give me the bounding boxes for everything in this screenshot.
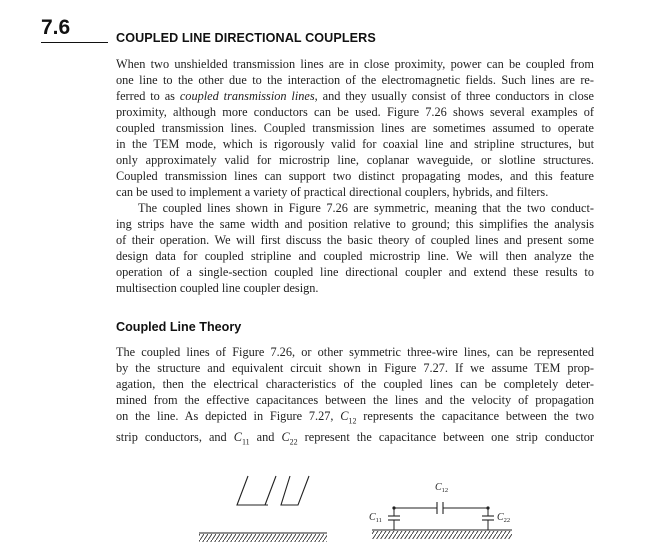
text-line: mined from the effective capacitances between the lines and the velocity of propagation: [116, 393, 594, 407]
svg-text:C22: $C_{22}$: [497, 512, 511, 524]
section-title: COUPLED LINE DIRECTIONAL COUPLERS: [116, 31, 376, 45]
text-line: The coupled lines shown in Figure 7.26 are symmetric, meaning that the two conduct-: [138, 201, 594, 215]
section-number: 7.6: [41, 16, 71, 39]
paragraph-symmetric: [116, 200, 594, 296]
text-line: only approximately valid for microstrip line, coplanar waveguide, or slotline structures.: [116, 153, 594, 167]
text-line: of their operation. We will first discuss the basic theory of coupled lines and present some: [116, 233, 594, 247]
coupled-strips-structure: [199, 476, 327, 542]
svg-text:C12: $C_{12}$: [435, 482, 449, 494]
text-line: Coupled transmission lines can support two distinct propagating modes, and this feature: [116, 169, 594, 183]
text-line: The coupled lines of Figure 7.26, or other symmetric three-wire lines, can be represented: [116, 345, 594, 359]
text-line: strip conductors, and $C_{11}$ and $C_{22}$ represent the capacitance between one strip conductor: [116, 430, 595, 447]
text-line: operation of a single-section coupled line directional coupler and extend these results to: [116, 265, 594, 279]
subsection-title: Coupled Line Theory: [116, 320, 242, 334]
text-line: multisection coupled line coupler design.: [116, 281, 319, 295]
svg-text:C11: $C_{11}$: [369, 512, 382, 524]
paragraph-theory: [116, 344, 594, 451]
text-line: agation, then the electrical characteristics of the coupled lines can be completely deter-: [116, 377, 594, 391]
text-line: one line to the other due to the interaction of the electromagnetic fields. Such lines are re-: [116, 73, 594, 87]
text-line: in the TEM mode, which is rigorously valid for coaxial line and stripline structures, but: [116, 137, 594, 151]
equivalent-circuit: [369, 482, 512, 539]
text-line: on the line. As depicted in Figure 7.27, $C_{12}$ represents the capacitance between the two: [116, 409, 594, 426]
text-line: coupled transmission lines. Coupled transmission lines are sometimes assumed to operate: [116, 121, 594, 135]
text-line: design data for coupled stripline and coupled microstrip line. We will then analyze the: [116, 249, 594, 263]
text-line: When two unshielded transmission lines are in close proximity, power can be coupled from: [116, 57, 594, 71]
text-line: by the structure and equivalent circuit shown in Figure 7.27. If we assume TEM prop-: [116, 361, 594, 375]
text-line: ing strips have the same width and position relative to ground; this simplifies the analysis: [116, 217, 594, 231]
text-line: proximity, although more conductors can be used. Figure 7.26 shows several examples of: [116, 105, 594, 119]
coupled-line-figure: [0, 460, 646, 551]
text-line: ferred to as coupled transmission lines, and they usually consist of three conductors in close: [116, 89, 594, 103]
section-rule: [41, 42, 108, 43]
text-line: can be used to implement a variety of practical directional couplers, hybrids, and filters.: [116, 185, 549, 199]
emphasis-term: coupled transmission lines: [179, 89, 315, 103]
paragraph-intro: [116, 56, 594, 200]
